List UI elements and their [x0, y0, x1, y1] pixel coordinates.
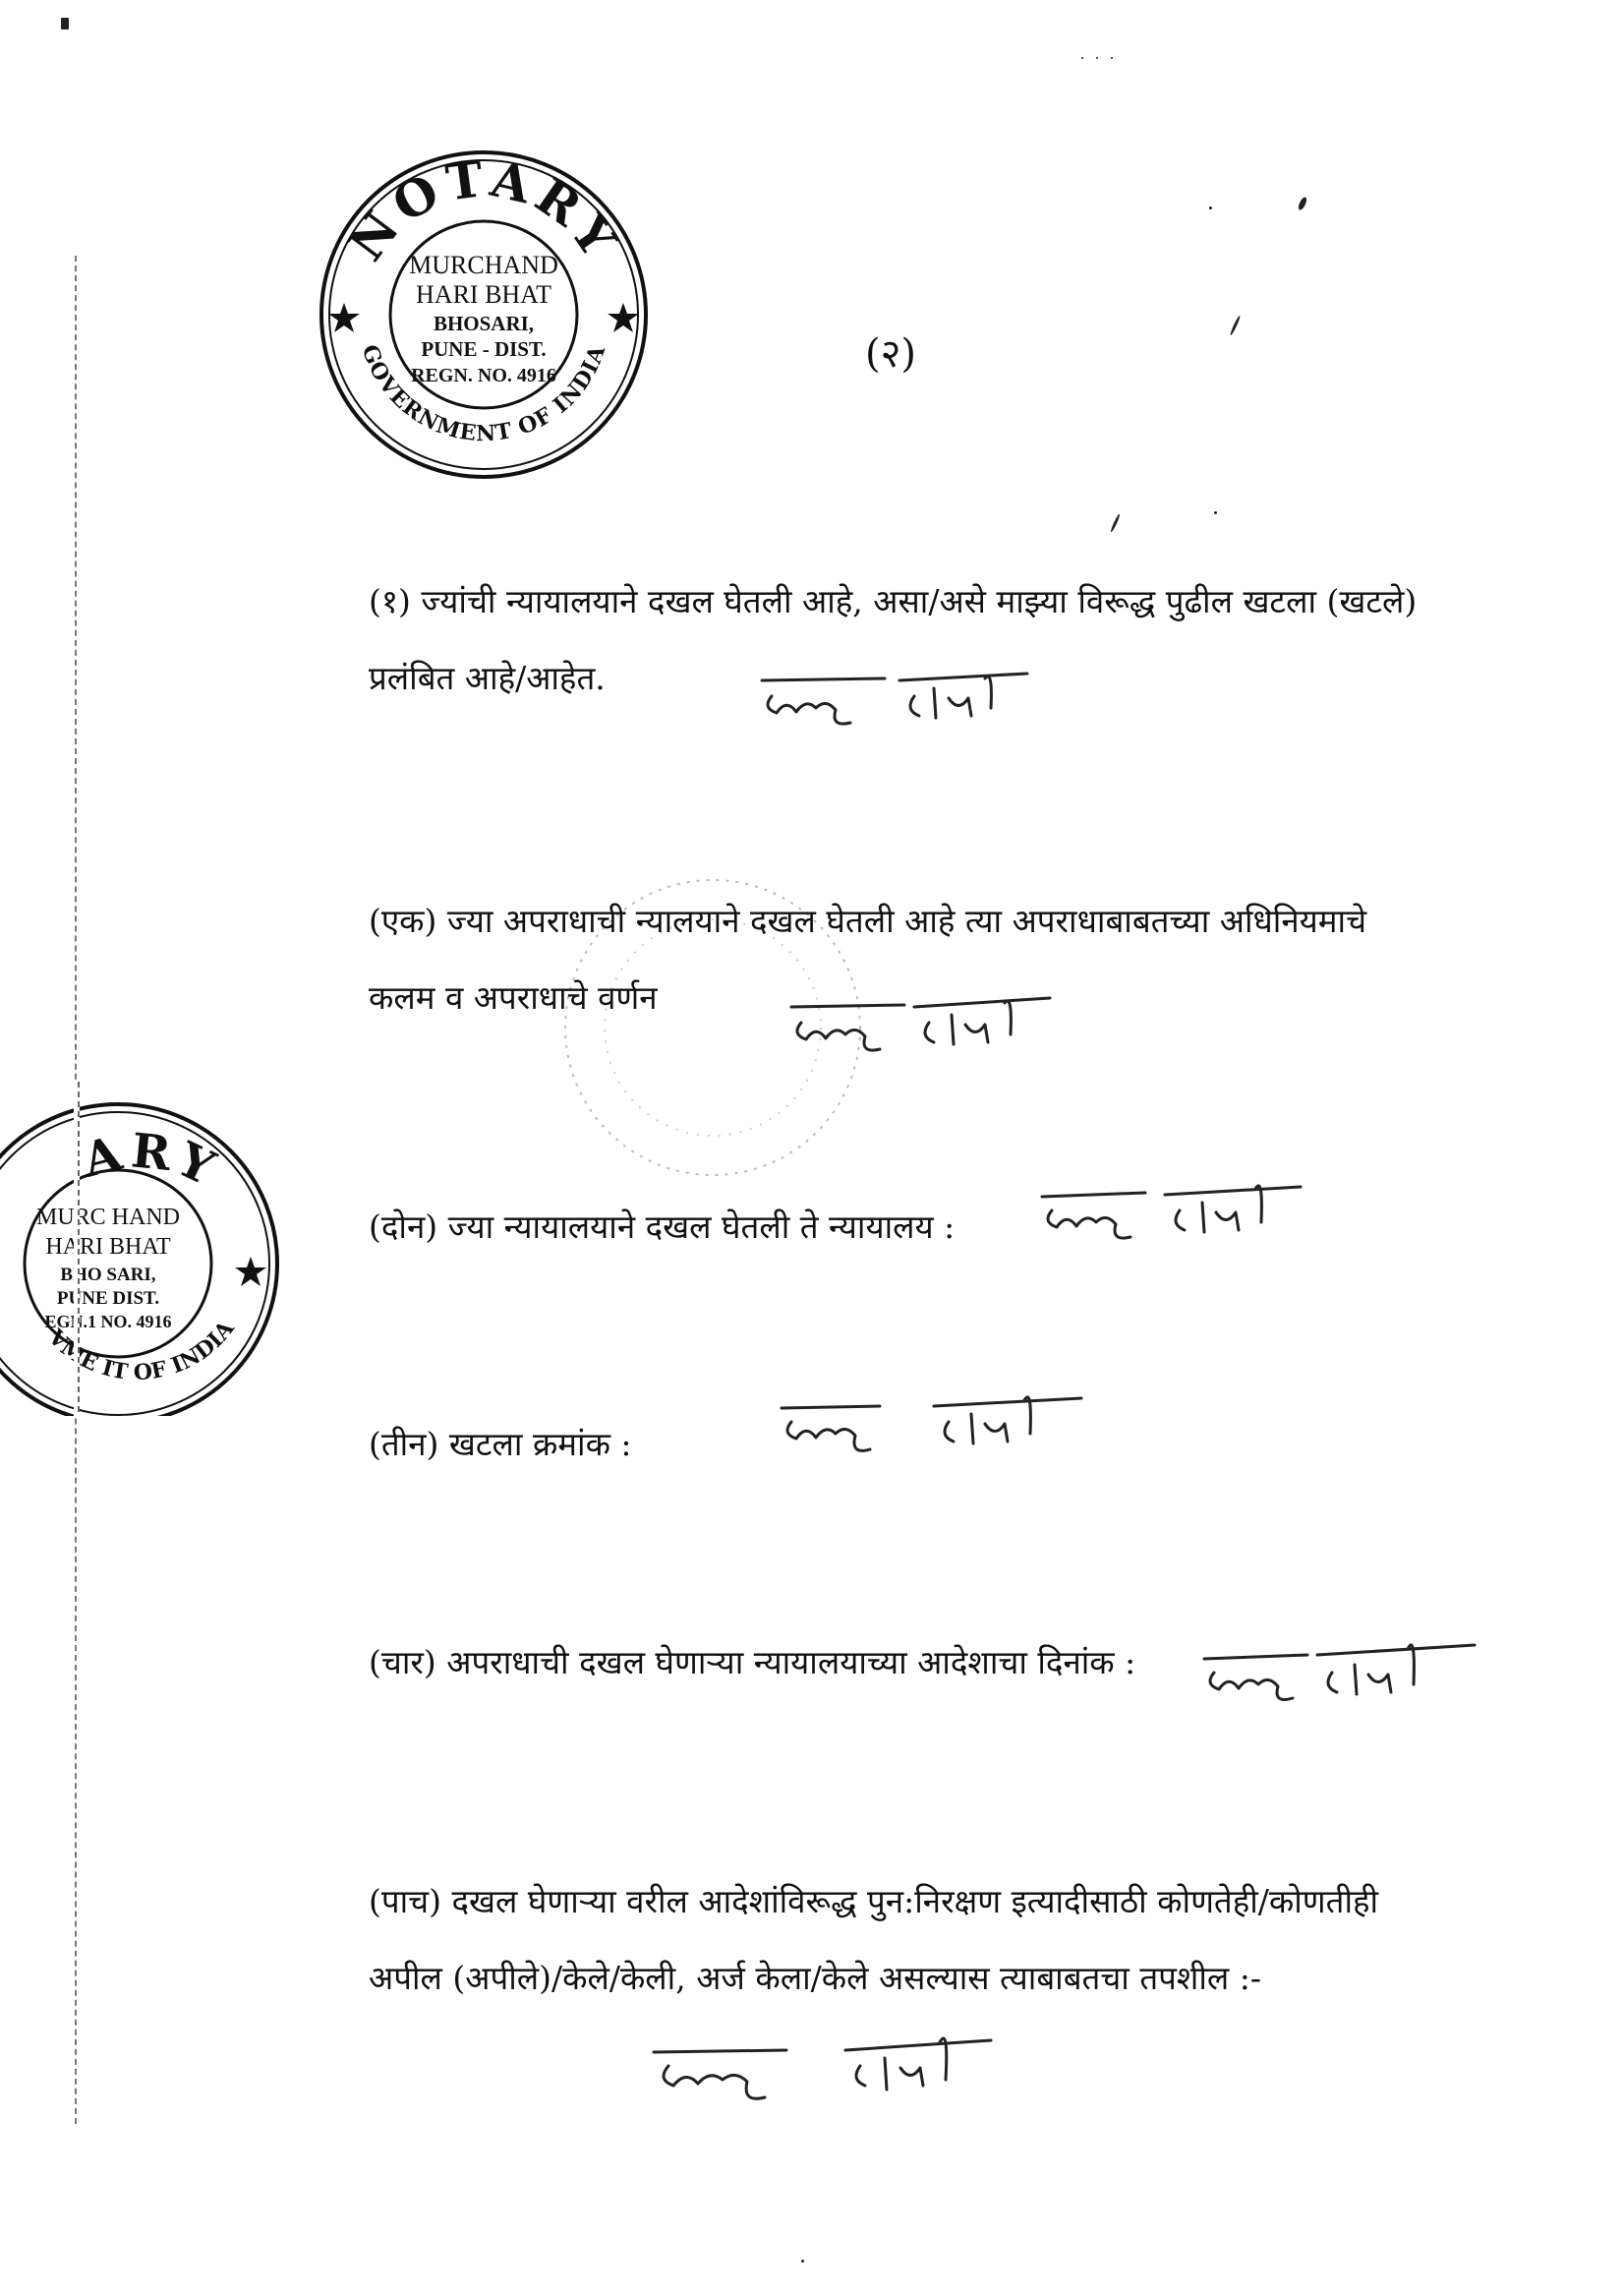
- corner-mark: [61, 18, 69, 29]
- notary-stamp-top: [317, 147, 651, 482]
- star-icon: [235, 1257, 266, 1286]
- text-line: (पाच) दखल घेणाऱ्या वरील आदेशांविरूद्ध पुन:निरक्षण इत्यादीसाठी कोणतेही/कोणतीही: [369, 1882, 1379, 1920]
- text-line: कलम व अपराधाचे वर्णन: [369, 978, 658, 1017]
- svg-text:ARY: [77, 1123, 228, 1199]
- stamp-bottom-arc-text: GOVERNMENT OF INDIA: [356, 341, 611, 447]
- stamp-line: PUNE - DIST.: [421, 337, 547, 361]
- ink-speck: [1111, 57, 1113, 59]
- item-pach-text: [369, 1863, 1440, 2017]
- handwritten-note-5: [1199, 1627, 1494, 1716]
- stamp-line: HARI BHAT: [45, 1234, 171, 1260]
- ink-speck: [1081, 57, 1083, 59]
- handwritten-note-6: [649, 2021, 1003, 2119]
- ink-speck: [1096, 57, 1098, 59]
- stamp-line: EGN.1 NO. 4916: [44, 1312, 172, 1331]
- star-icon: [608, 303, 639, 332]
- page-number: (२): [865, 331, 917, 377]
- ink-speck: [1110, 513, 1121, 532]
- text-line: (एक) ज्या अपराधाची न्यालयाने दखल घेतली आहे त्या अपराधाबाबतच्या अधिनियमाचे: [369, 902, 1367, 940]
- ink-speck: [1209, 206, 1212, 209]
- handwritten-note-1: [757, 669, 1042, 747]
- stamp-line: HARI BHAT: [416, 280, 551, 309]
- stamp-left-bottom-arc-text: VME IT OF INDIA: [42, 1316, 240, 1386]
- text-line: अपील (अपीले)/केले/केली, अर्ज केला/केले असल्यास त्याबाबतचा तपशील :-: [369, 1959, 1262, 1997]
- star-icon: [328, 303, 360, 332]
- ink-speck: [801, 2260, 804, 2263]
- text-line: प्रलंबित आहे/आहेत.: [369, 659, 606, 697]
- ink-speck: [1229, 315, 1241, 335]
- stamp-line: BHO SARI,: [60, 1265, 156, 1285]
- handwritten-note-2: [786, 993, 1072, 1072]
- text-line: (१) ज्यांची न्यायालयाने दखल घेतली आहे, असा/असे माझ्या विरूद्ध पुढील खटला (खटले): [369, 582, 1418, 620]
- handwritten-note-3: [1037, 1175, 1322, 1254]
- text-line: (तीन) खटला क्रमांक :: [369, 1425, 632, 1463]
- stamp-line: BHOSARI,: [433, 312, 535, 335]
- stamp-left-arc-text: ARY: [78, 1123, 228, 1200]
- stamp-line: REGN. NO. 4916: [411, 365, 556, 386]
- handwritten-note-4: [777, 1386, 1091, 1475]
- ink-speck: [1297, 196, 1307, 210]
- stamp-line: MURC HAND: [35, 1205, 181, 1230]
- stamp-line: PUNE DIST.: [56, 1288, 160, 1309]
- text-line: (चार) अपराधाची दखल घेणाऱ्या न्यायालयाच्या आदेशाचा दिनांक :: [369, 1643, 1136, 1681]
- stamp-line: MURCHAND: [409, 251, 558, 279]
- ink-speck: [1214, 511, 1217, 514]
- notary-stamp-left: [0, 1082, 295, 1416]
- stamp-top-arc-text: NOTARY: [336, 148, 631, 272]
- text-line: (दोन) ज्या न्यायालयाने दखल घेतली ते न्यायालय :: [369, 1207, 956, 1246]
